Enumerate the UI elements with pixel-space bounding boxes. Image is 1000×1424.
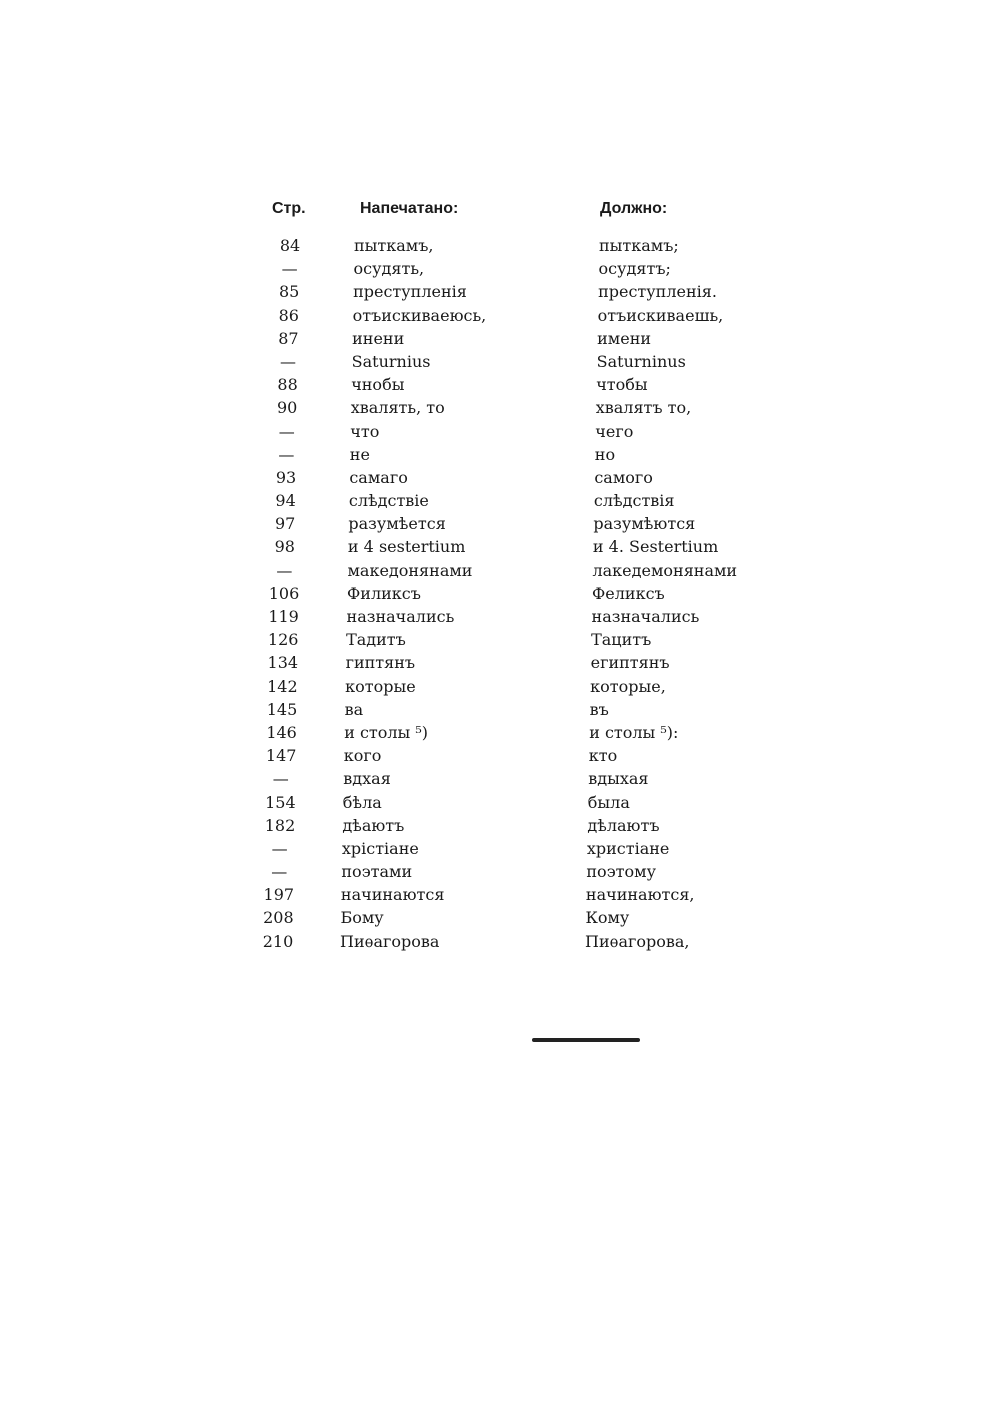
errata-row (0, 398, 1000, 421)
errata-page: 208 (263, 908, 294, 928)
errata-row (0, 561, 1000, 584)
errata-printed: чнобы (351, 375, 405, 395)
header-should: Должно: (600, 200, 668, 217)
errata-page: — (278, 444, 295, 464)
errata-header (0, 200, 1000, 222)
errata-should: дѣлаютъ (587, 815, 660, 835)
errata-page: 182 (264, 815, 296, 835)
errata-page: 90 (277, 398, 298, 418)
errata-printed: отъискиваеюсь, (352, 305, 487, 325)
errata-printed: поэтами (341, 862, 413, 882)
errata-should: была (587, 792, 630, 812)
errata-should: поэтому (586, 862, 656, 882)
errata-should: кто (588, 746, 618, 766)
errata-row (0, 468, 1000, 491)
errata-printed: македонянами (347, 560, 473, 580)
errata-printed: что (350, 421, 380, 441)
errata-printed: вдхая (343, 769, 391, 789)
errata-page: 147 (265, 746, 297, 766)
errata-should: въ (589, 699, 609, 719)
errata-row (0, 445, 1000, 468)
errata-should: христіане (586, 838, 670, 858)
errata-printed: Бому (340, 908, 384, 928)
errata-printed: хвалять, то (350, 398, 445, 418)
errata-row (0, 746, 1000, 769)
errata-page: 97 (275, 514, 296, 534)
errata-page: 210 (262, 931, 294, 951)
errata-printed: осудять, (353, 259, 425, 279)
errata-row (0, 329, 1000, 352)
errata-page: — (278, 421, 295, 441)
errata-should: и 4. Sestertium (592, 537, 719, 557)
errata-row (0, 862, 1000, 885)
errata-should: чего (595, 421, 634, 441)
errata-should: начинаются, (585, 885, 695, 905)
errata-printed: инени (352, 328, 405, 348)
errata-printed: Saturnius (351, 351, 431, 371)
errata-printed: слѣдствіе (348, 491, 429, 511)
errata-should: самого (594, 467, 653, 487)
errata-page: 85 (279, 282, 300, 302)
errata-row (0, 375, 1000, 398)
errata-page: 145 (266, 699, 298, 719)
errata-page: 93 (275, 467, 297, 487)
errata-should: имени (597, 328, 652, 348)
errata-row (0, 584, 1000, 607)
errata-should: отъискиваешь, (597, 305, 724, 325)
errata-row (0, 653, 1000, 676)
errata-printed: и 4 sestertium (347, 537, 466, 557)
errata-row (0, 607, 1000, 630)
errata-page: 142 (267, 676, 298, 696)
errata-printed: преступленія (353, 282, 467, 302)
errata-page: 126 (267, 630, 299, 650)
errata-page: — (272, 769, 289, 789)
closing-rule (532, 1038, 640, 1042)
errata-row (0, 816, 1000, 839)
errata-page: 88 (277, 375, 298, 395)
errata-row (0, 700, 1000, 723)
errata-page: — (280, 351, 296, 371)
errata-page: 84 (279, 236, 301, 255)
errata-row (0, 537, 1000, 560)
errata-should: Кому (585, 908, 630, 928)
errata-printed: кого (343, 746, 382, 766)
errata-should: Saturninus (596, 351, 686, 371)
errata-printed: ва (344, 699, 364, 719)
errata-table (0, 236, 1000, 955)
errata-row (0, 885, 1000, 908)
errata-printed: начинаются (340, 885, 445, 905)
errata-should: и столы ⁵): (589, 722, 679, 742)
errata-should: слѣдствія (593, 491, 675, 511)
errata-should: хвалятъ то, (595, 398, 692, 418)
errata-row (0, 908, 1000, 931)
errata-printed: Филиксъ (347, 583, 421, 603)
errata-printed: дѣаютъ (342, 815, 405, 835)
errata-row (0, 259, 1000, 282)
errata-row (0, 236, 1000, 259)
errata-page: 106 (268, 583, 300, 603)
errata-page: 86 (278, 305, 299, 325)
errata-printed: Тадитъ (346, 630, 406, 650)
errata-page: 87 (278, 328, 299, 348)
errata-page: 94 (275, 491, 296, 511)
errata-should: пыткамъ; (599, 236, 679, 255)
errata-printed: которые (345, 676, 416, 696)
errata-row (0, 839, 1000, 862)
errata-printed: хрістіане (341, 838, 419, 858)
errata-should: Феликсъ (592, 583, 665, 603)
errata-should: египтянъ (590, 653, 670, 673)
errata-row (0, 282, 1000, 305)
errata-page: 197 (263, 885, 295, 905)
errata-printed: Пиѳагорова (340, 931, 440, 951)
errata-page: 154 (265, 792, 296, 812)
errata-row (0, 514, 1000, 537)
errata-should: вдыхая (588, 769, 649, 789)
errata-row (0, 769, 1000, 792)
errata-should: лакедемонянами (592, 560, 738, 580)
errata-row (0, 932, 1000, 955)
errata-printed: гиптянъ (345, 653, 416, 673)
errata-row (0, 306, 1000, 329)
errata-row (0, 793, 1000, 816)
errata-page: 134 (267, 653, 299, 673)
errata-page: 146 (266, 722, 297, 742)
errata-printed: пыткамъ, (354, 236, 434, 255)
errata-row (0, 352, 1000, 375)
errata-should: разумѣются (593, 514, 696, 534)
errata-printed: назначались (346, 607, 455, 626)
errata-should: назначались (591, 607, 700, 626)
errata-row (0, 491, 1000, 514)
errata-row (0, 723, 1000, 746)
header-printed: Напечатано: (360, 200, 459, 217)
errata-should: осудятъ; (598, 259, 671, 279)
errata-row (0, 422, 1000, 445)
errata-printed: самаго (349, 467, 408, 487)
errata-page: — (276, 560, 293, 580)
errata-printed: и столы ⁵) (344, 722, 429, 742)
errata-row (0, 630, 1000, 653)
errata-should: которые, (590, 676, 666, 696)
errata-printed: разумѣется (348, 514, 446, 534)
errata-page: — (271, 838, 288, 858)
errata-should: но (594, 444, 616, 464)
errata-page: 98 (274, 537, 295, 557)
errata-should: чтобы (596, 375, 648, 395)
errata-page: — (271, 862, 288, 882)
errata-should: Тацитъ (591, 630, 652, 650)
errata-printed: бѣла (342, 792, 382, 812)
errata-row (0, 677, 1000, 700)
errata-should: Пиѳагорова, (585, 931, 690, 951)
errata-page: — (281, 259, 298, 279)
errata-page: 119 (268, 607, 299, 626)
errata-printed: не (349, 444, 370, 464)
header-page: Стр. (272, 200, 306, 217)
errata-should: преступленія. (598, 282, 717, 302)
